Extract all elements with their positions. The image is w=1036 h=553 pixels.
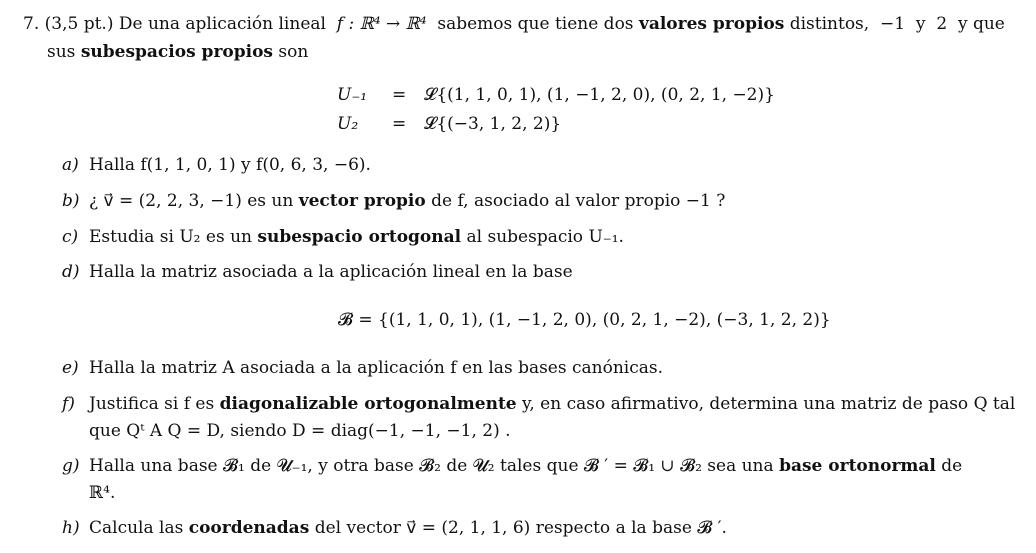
subspace-lhs: U₂ <box>337 114 359 134</box>
problem-intro-text: distintos, <box>789 14 870 34</box>
problem-intro-text: De una aplicación lineal <box>118 14 326 34</box>
subspace-rel: = <box>392 114 407 134</box>
item-c-line <box>89 226 624 248</box>
item-label: e) <box>62 358 79 378</box>
bold-term: base ortonormal <box>779 456 936 476</box>
item-label: g) <box>62 456 80 476</box>
problem-intro-text: y que <box>957 14 1005 34</box>
eigenvalue: −1 <box>880 14 906 34</box>
item-text: Justifica si f es <box>89 394 215 414</box>
item-text: de <box>941 456 963 476</box>
subspace-rel: = <box>392 85 407 105</box>
bold-term: subespacios propios <box>80 42 273 62</box>
item-h-line <box>89 517 727 539</box>
problem-intro-text: sus <box>47 42 76 62</box>
item-e-text: Halla la matriz A asociada a la aplicación f en las bases canónicas. <box>89 358 664 378</box>
bold-term: diagonalizable ortogonalmente <box>219 394 517 414</box>
subspace-lhs: U₋₁ <box>337 85 368 105</box>
item-a-text: Halla f(1, 1, 0, 1) y f(0, 6, 3, −6). <box>89 155 371 175</box>
linear-map: f : ℝ⁴ → ℝ⁴ <box>336 14 427 34</box>
conjunction: y <box>915 14 926 34</box>
bold-term: vector propio <box>298 191 426 211</box>
item-f-line-1 <box>89 393 1015 415</box>
item-text: Halla una base 𝓑₁ de 𝓤₋₁, y otra base 𝓑₂ de 𝓤₂ tales que 𝓑 ′ = 𝓑₁ ∪ 𝓑₂ sea una <box>89 456 774 476</box>
item-g-line-1 <box>89 455 962 477</box>
item-text: del vector v⃗ = (2, 1, 1, 6) respecto a la base 𝓑 ′. <box>314 518 727 538</box>
item-label: d) <box>62 262 80 282</box>
problem-line-1 <box>23 13 1005 35</box>
item-label: c) <box>62 227 79 247</box>
bold-term: coordenadas <box>188 518 310 538</box>
item-text: Estudia si U₂ es un <box>89 227 252 247</box>
problem-points: (3,5 pt.) <box>44 14 114 34</box>
item-text: Calcula las <box>89 518 184 538</box>
item-b-line <box>89 190 725 212</box>
item-text: ¿ v⃗ = (2, 2, 3, −1) es un <box>89 191 294 211</box>
problem-intro-text: son <box>278 42 309 62</box>
item-d-text: Halla la matriz asociada a la aplicación lineal en la base <box>89 262 573 282</box>
subspace-rhs: 𝓛{(1, 1, 0, 1), (1, −1, 2, 0), (0, 2, 1, −2)} <box>424 85 775 105</box>
bold-term: valores propios <box>638 14 785 34</box>
item-label: f) <box>62 394 75 414</box>
basis-equation: 𝓑 = {(1, 1, 0, 1), (1, −1, 2, 0), (0, 2, 1, −2), (−3, 1, 2, 2)} <box>338 310 831 330</box>
item-label: b) <box>62 191 80 211</box>
item-f-line-2: que Qᵗ A Q = D, siendo D = diag(−1, −1, −1, 2) . <box>89 421 511 441</box>
item-text: y, en caso afirmativo, determina una matriz de paso Q tal <box>522 394 1016 414</box>
problem-number: 7. <box>23 14 40 34</box>
problem-line-2 <box>47 41 308 63</box>
item-label: h) <box>62 518 80 538</box>
item-label: a) <box>62 155 79 175</box>
subspace-rhs: 𝓛{(−3, 1, 2, 2)} <box>424 114 562 134</box>
bold-term: subespacio ortogonal <box>257 227 462 247</box>
eigenvalue: 2 <box>936 14 948 34</box>
item-g-line-2: ℝ⁴. <box>89 483 116 503</box>
item-text: de f, asociado al valor propio −1 ? <box>431 191 726 211</box>
item-text: al subespacio U₋₁. <box>466 227 624 247</box>
problem-intro-text: sabemos que tiene dos <box>437 14 634 34</box>
